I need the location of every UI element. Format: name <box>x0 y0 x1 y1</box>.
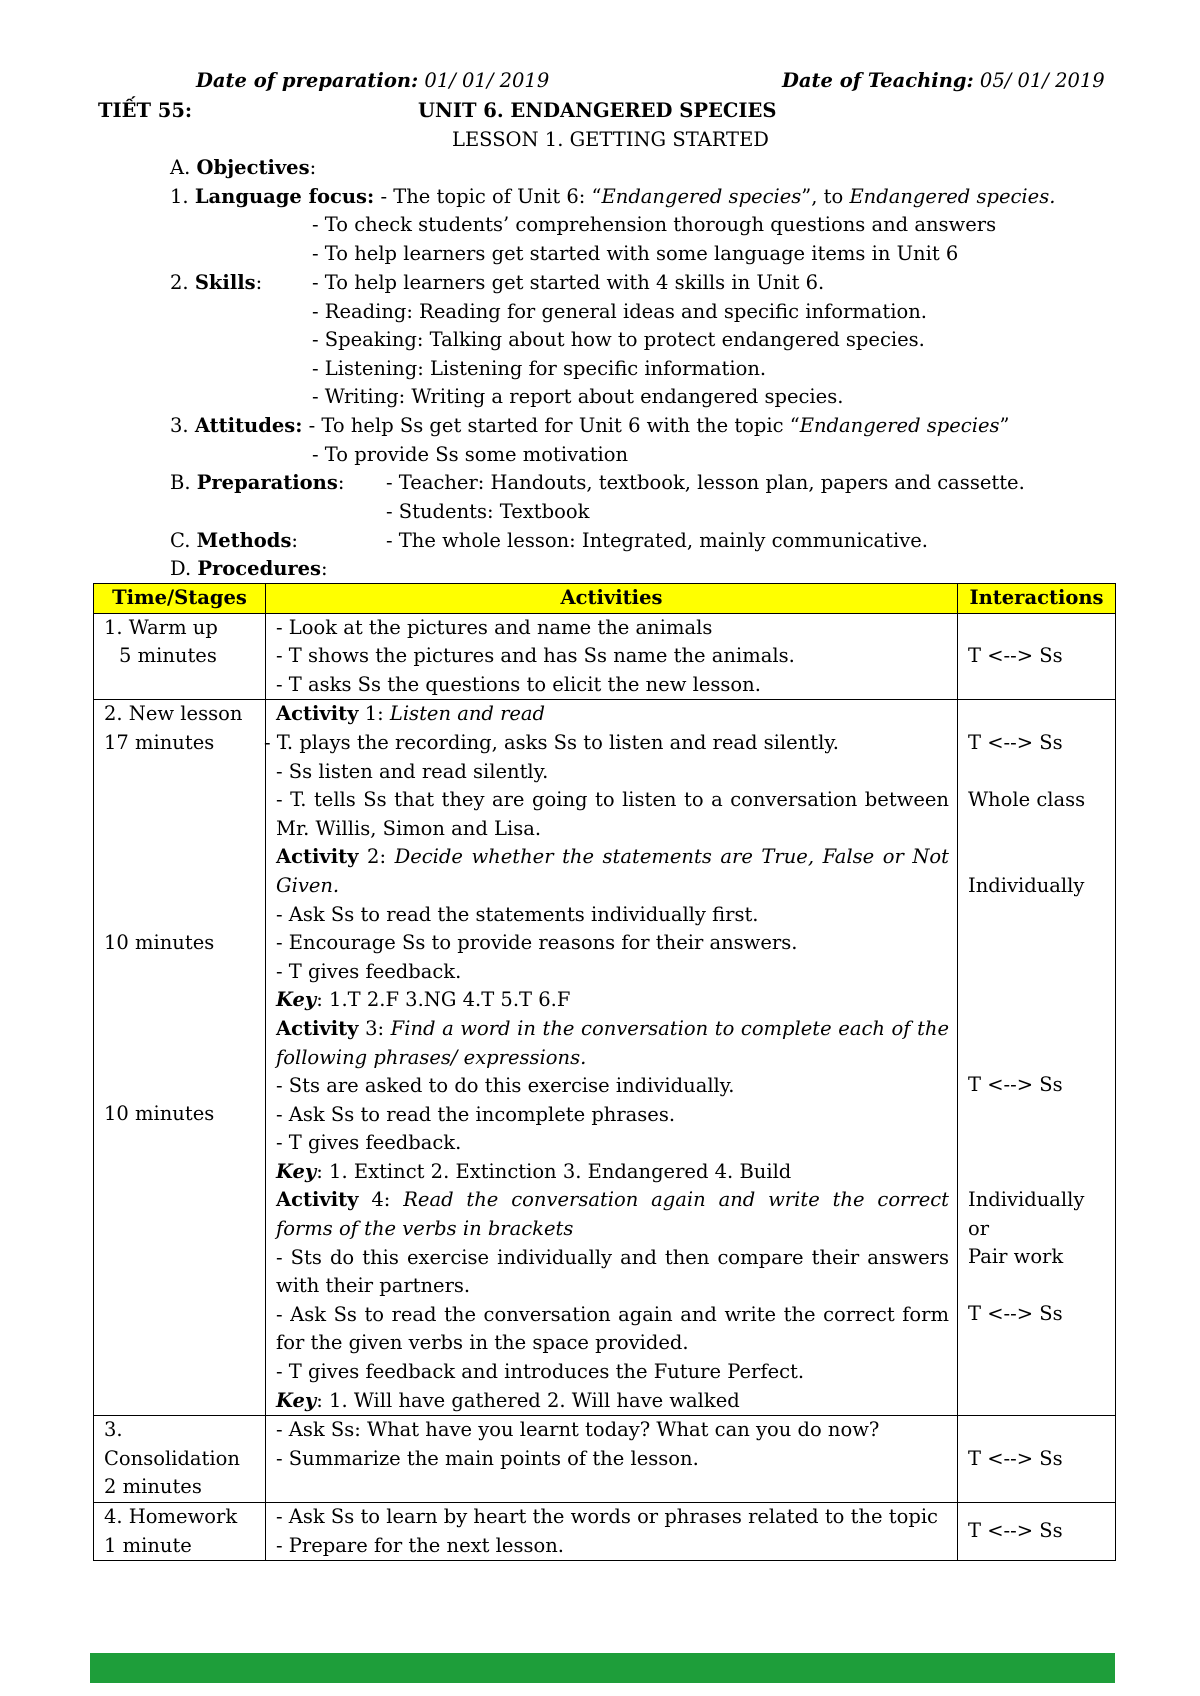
prep-label: Date of preparation: <box>196 69 419 92</box>
activity-line: - T shows the pictures and has Ss name the animals. <box>276 644 795 668</box>
stage-cell <box>94 613 266 700</box>
table-row-consolidation <box>94 1416 1116 1503</box>
stage-cell <box>94 1416 266 1503</box>
period-label: TIẾT 55: <box>98 99 193 122</box>
spacer <box>104 758 257 929</box>
interaction-cell <box>958 1416 1116 1503</box>
skills-item: - Speaking: Talking about how to protect endangered species. <box>312 328 925 351</box>
interaction: T <--> Ss <box>968 1446 1063 1470</box>
activities-cell <box>266 700 958 1416</box>
interaction: or <box>968 1216 990 1240</box>
stage-time: 5 minutes <box>119 644 217 668</box>
interaction: T <--> Ss <box>968 1073 1063 1097</box>
stage-name: 4. Homework <box>104 1505 238 1528</box>
spacer <box>104 957 257 1100</box>
activity-line: - Ask Ss to learn by heart the words or phrases related to the topic <box>276 1505 938 1528</box>
table-row-homework <box>94 1503 1116 1561</box>
spacer <box>968 758 1107 787</box>
unit-title: UNIT 6. ENDANGERED SPECIES <box>418 99 777 122</box>
stage-name: Consolidation <box>104 1446 240 1470</box>
attitudes: 3. Attitudes: - To help Ss get started for Unit 6 with the topic “Endangered species” <box>170 414 1010 437</box>
procedures-table <box>93 583 1116 1561</box>
activities-cell <box>266 1503 958 1561</box>
spacer <box>968 900 1107 1071</box>
activity-line: - Ss listen and read silently. <box>276 759 549 783</box>
activity-line: - T gives feedback. <box>276 1131 462 1155</box>
table-row-warmup <box>94 613 1116 700</box>
stage-cell <box>94 1503 266 1561</box>
prep-date: 01/ 01/ 2019 <box>418 69 550 92</box>
activity-4-key: Key: 1. Will have gathered 2. Will have walked <box>276 1388 740 1412</box>
stage-time: 1 minute <box>104 1533 192 1557</box>
stage-time: 17 minutes <box>104 730 215 754</box>
preparations-students: - Students: Textbook <box>386 500 590 523</box>
activity-line: - Ask Ss to read the statements individually first. <box>276 902 759 926</box>
activity-line: - Summarize the main points of the lesson. <box>276 1446 699 1470</box>
column-header: Time/Stages <box>94 584 266 614</box>
activity-4-heading: Activity 4: Read the conversation again and write the correct forms of the verbs in brackets <box>276 1188 950 1241</box>
objectives-heading: A. Objectives: <box>170 156 317 179</box>
interaction: Pair work <box>968 1245 1064 1269</box>
activity-line: - Look at the pictures and name the animals <box>276 615 713 639</box>
stage-name: 2. New lesson <box>104 702 243 726</box>
activity-3-key: Key: 1. Extinct 2. Extinction 3. Endangered 4. Build <box>276 1159 792 1183</box>
stage-time: 2 minutes <box>104 1475 202 1499</box>
activity-line: - T asks Ss the questions to elicit the new lesson. <box>276 672 761 696</box>
activity-2-key: Key: 1.T 2.F 3.NG 4.T 5.T 6.F <box>276 988 571 1012</box>
preparation-date <box>196 68 549 94</box>
interaction: Individually <box>968 873 1085 897</box>
activity-line: - T. plays the recording, asks Ss to listen and read silently. <box>264 730 839 754</box>
activity-line: - T gives feedback and introduces the Future Perfect. <box>276 1360 805 1384</box>
methods-label: C. Methods: <box>170 529 298 552</box>
spacer <box>968 1100 1107 1186</box>
activity-line: - T gives feedback. <box>276 959 462 983</box>
column-header: Interactions <box>958 584 1116 614</box>
interaction: Whole class <box>968 788 1086 812</box>
activity-line: - Sts do this exercise individually and then compare their answers with their partners. <box>276 1245 949 1298</box>
preparations-teacher: - Teacher: Handouts, textbook, lesson plan, papers and cassette. <box>386 471 1025 494</box>
interaction: T <--> Ss <box>968 644 1063 668</box>
interaction-cell <box>958 613 1116 700</box>
table-row-new-lesson <box>94 700 1116 1416</box>
activity-line: - Ask Ss: What have you learnt today? What can you do now? <box>276 1418 880 1442</box>
footer-bar <box>90 1653 1115 1683</box>
skills-item: - Reading: Reading for general ideas and specific information. <box>312 300 927 323</box>
activity-line: - Sts are asked to do this exercise individually. <box>276 1074 735 1098</box>
spacer <box>968 700 1107 729</box>
methods-line: - The whole lesson: Integrated, mainly communicative. <box>386 529 928 552</box>
activities-cell <box>266 613 958 700</box>
stage-time: 10 minutes <box>104 930 215 954</box>
interaction: T <--> Ss <box>968 1519 1063 1543</box>
interaction-cell <box>958 700 1116 1416</box>
attitudes-line2: - To provide Ss some motivation <box>312 443 629 466</box>
activity-2-heading: Activity 2: Decide whether the statements are True, False or Not Given. <box>276 845 949 897</box>
activity-line: - T. tells Ss that they are going to listen to a conversation between Mr. Willis, Simon and Lisa. <box>276 788 949 840</box>
procedures-label: D. Procedures: <box>170 557 328 580</box>
teaching-date <box>782 68 1105 94</box>
teach-label: Date of Teaching: <box>782 69 974 92</box>
activity-3-heading: Activity 3: Find a word in the conversation to complete each of the following phrases/ expressions. <box>276 1016 950 1069</box>
interaction: Individually <box>968 1187 1085 1211</box>
activity-line: - Encourage Ss to provide reasons for their answers. <box>276 931 798 955</box>
stage-time: 10 minutes <box>104 1102 215 1126</box>
language-focus: 1. Language focus: - The topic of Unit 6: “Endangered species”, to Endangered species. <box>170 185 1056 208</box>
table-header-row <box>94 584 1116 614</box>
spacer <box>968 1272 1107 1301</box>
activities-cell <box>266 1416 958 1503</box>
column-header: Activities <box>266 584 958 614</box>
skills-item: - Writing: Writing a report about endangered species. <box>312 385 844 408</box>
stage-name: 3. <box>104 1418 123 1442</box>
activity-line: - Ask Ss to read the incomplete phrases. <box>276 1102 676 1126</box>
stage-name: 1. Warm up <box>104 615 218 639</box>
teach-date: 05/ 01/ 2019 <box>973 69 1105 92</box>
spacer <box>968 815 1107 872</box>
language-focus-line3: - To help learners get started with some language items in Unit 6 <box>312 242 959 265</box>
interaction-cell <box>958 1503 1116 1561</box>
activity-line: - Ask Ss to read the conversation again and write the correct form for the given verbs in the space provided. <box>276 1302 949 1355</box>
skills-label: 2. Skills: <box>170 271 263 294</box>
activity-1-heading: Activity 1: Listen and read <box>276 702 546 726</box>
activity-line: - Prepare for the next lesson. <box>276 1533 564 1557</box>
skills-item: - Listening: Listening for specific information. <box>312 357 767 380</box>
interaction: T <--> Ss <box>968 1302 1063 1326</box>
skills-item: - To help learners get started with 4 skills in Unit 6. <box>312 271 825 294</box>
interaction: T <--> Ss <box>968 730 1063 754</box>
lesson-title: LESSON 1. GETTING STARTED <box>452 128 769 151</box>
preparations-label: B. Preparations: <box>170 471 345 494</box>
language-focus-line2: - To check students’ comprehension thorough questions and answers <box>312 213 997 236</box>
stage-cell <box>94 700 266 1416</box>
